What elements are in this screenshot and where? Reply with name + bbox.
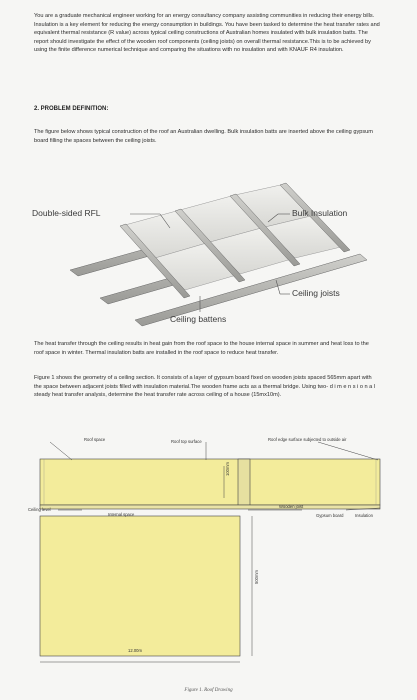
ceiling-section-figure xyxy=(20,436,400,676)
insulation-label: Insulation xyxy=(355,513,373,518)
roof-top-surface-label: Roof top surface xyxy=(171,439,202,444)
ceiling-level-label: Ceiling level xyxy=(28,507,51,512)
section-heading: 2. PROBLEM DEFINITION: xyxy=(34,106,109,112)
roof-space-label: Roof space xyxy=(84,437,106,442)
internal-space-label: Internal space xyxy=(108,512,135,517)
bulk-insulation-label: Bulk Insulation xyxy=(292,208,348,218)
width-dimension-label: 12.00m xyxy=(128,648,142,653)
gypsum-board-strip xyxy=(40,505,380,509)
rfl-label: Double-sided RFL xyxy=(32,208,101,218)
ceiling-section-drawing xyxy=(20,436,400,676)
roof-edge-surface-label: Roof edge surface subjected to outside air xyxy=(268,437,347,442)
roof-construction-figure xyxy=(30,180,375,340)
height-dimension-label: 500mm xyxy=(254,570,259,584)
intro-paragraph: You are a graduate mechanical engineer working for an energy consultancy company assisting communities in reducing their energy bills. Insulation is a key element for reducing the energy consumption in buildings. You have been tasked to determine the heat transfer rates and equivalent thermal resistance (R value) across typical ceiling constructions of Australian homes insulated with bulk insulation batts. The report should investigate the effect of the wooden roof components (ceiling joists) on overall thermal resistance.This is to be achieved by using the finite difference numerical technique and comparing the situations with no insulation and with KNAUF R4 insulation. xyxy=(34,13,380,54)
side-dimension-label: 100mm xyxy=(225,462,230,476)
figure-intro-paragraph: The figure below shows typical construction of the roof an Australian dwelling. Bulk insulation batts are inserted above the ceiling gypsum board filling the spaces between the ceiling joists. xyxy=(34,129,373,144)
gypsum-board-label: Gypsum board xyxy=(316,513,344,518)
ceiling-battens-label: Ceiling battens xyxy=(170,314,227,324)
insulation-block xyxy=(40,516,240,656)
wooden-joist xyxy=(238,459,250,505)
wooden-joist-label: Wooden joist xyxy=(279,504,304,509)
insulation-top-layer xyxy=(40,459,380,505)
heat-transfer-paragraph: The heat transfer through the ceiling results in heat gain from the roof space to the house internal space in summer and heat loss to the roof space in winter. Thermal insulation batts are installed in the roof space to reduce heat transfer. xyxy=(34,341,369,356)
ceiling-joists-label: Ceiling joists xyxy=(292,288,340,298)
figure-description-paragraph: Figure 1 shows the geometry of a ceiling section. It consists of a layer of gypsum board fixed on wooden joists spaced 565mm apart with the space between adjacent joists filled with insulation material.The wooden frame acts as a thermal bridge. Using two- d i m e n s i o n a l steady heat transfer analysis, determine the heat transfer rate across ceiling of a house (15mx10m). xyxy=(34,375,376,399)
figure-caption: Figure 1. Roof Drawing xyxy=(184,688,233,693)
